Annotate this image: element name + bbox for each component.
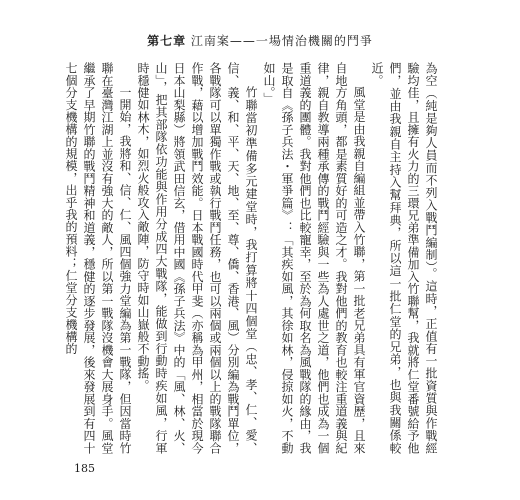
running-header <box>0 32 520 49</box>
page-number: 185 <box>74 462 95 475</box>
paragraph-1: 為空（純是夠人員而不列入戰鬥編制）。這時，正值有一批資質與作戰經驗均佳，且擁有火力的三環兄弟準備加入竹聯幫，我就將仁堂番號給予他們，並由我親自主持入幫拜典，所以這一批仁堂的兄弟，也與我關係較近。 <box>370 62 438 454</box>
chapter-number: 第七章 <box>147 34 187 48</box>
paragraph-3: 竹聯當初準備多元建堂時，我打算將十四個堂（忠、孝、仁、愛、信、義、和、平、天、地、至、尊、僑、香港、風）分別編為戰鬥單位，各戰隊可以單獨作戰或執行戰鬥任務，也可以兩個或兩個以上的戰隊聯合作戰，藉以增加戰鬥效能。日本戰國時代甲斐（亦稱為甲州，相當於現今日本山梨縣）將領武田信玄，借用中國《孫子兵法》中的「風、林、火、山」，把其部隊依功能與作用分成四大戰隊，能做到行動時疾如風，行軍時穩健如林木，如烈火般攻入敵陣，防守時如山嶽般不動搖。 <box>136 62 258 454</box>
body-text <box>64 62 440 454</box>
paragraph-2: 風堂是由我親自編組並帶入竹聯，第一批老兄弟具有軍官資歷，且來自地方角頭，都是素質好的可造之才。我對他們的教育也較注重道義與紀律，親自教導兩種承傳的戰鬥經驗與一些為人處世之道，他們也成為一個重道義的團體。我對他們也比較寵幸，至於為何取名為風戰隊的緣由，我是取自《孫子兵法・軍爭篇》：「其疾如風，其徐如林，侵掠如火，不動如山。」 <box>262 62 366 454</box>
chapter-title: 江南案——一場情治機關的鬥爭 <box>190 34 373 48</box>
paragraph-4: 一開始，我將和、信、仁、風四個強力堂編為第一戰隊，但因當時竹聯在臺灣江湖上並沒有強大的敵人，所以第一戰隊沒機會大展身手。風堂繼承了早期竹聯的戰鬥精神和道義，穩健的逐步發展，後來發展到有四十七個分支機構的規模，出乎我的預料；仁堂分支機構的 <box>64 62 132 454</box>
